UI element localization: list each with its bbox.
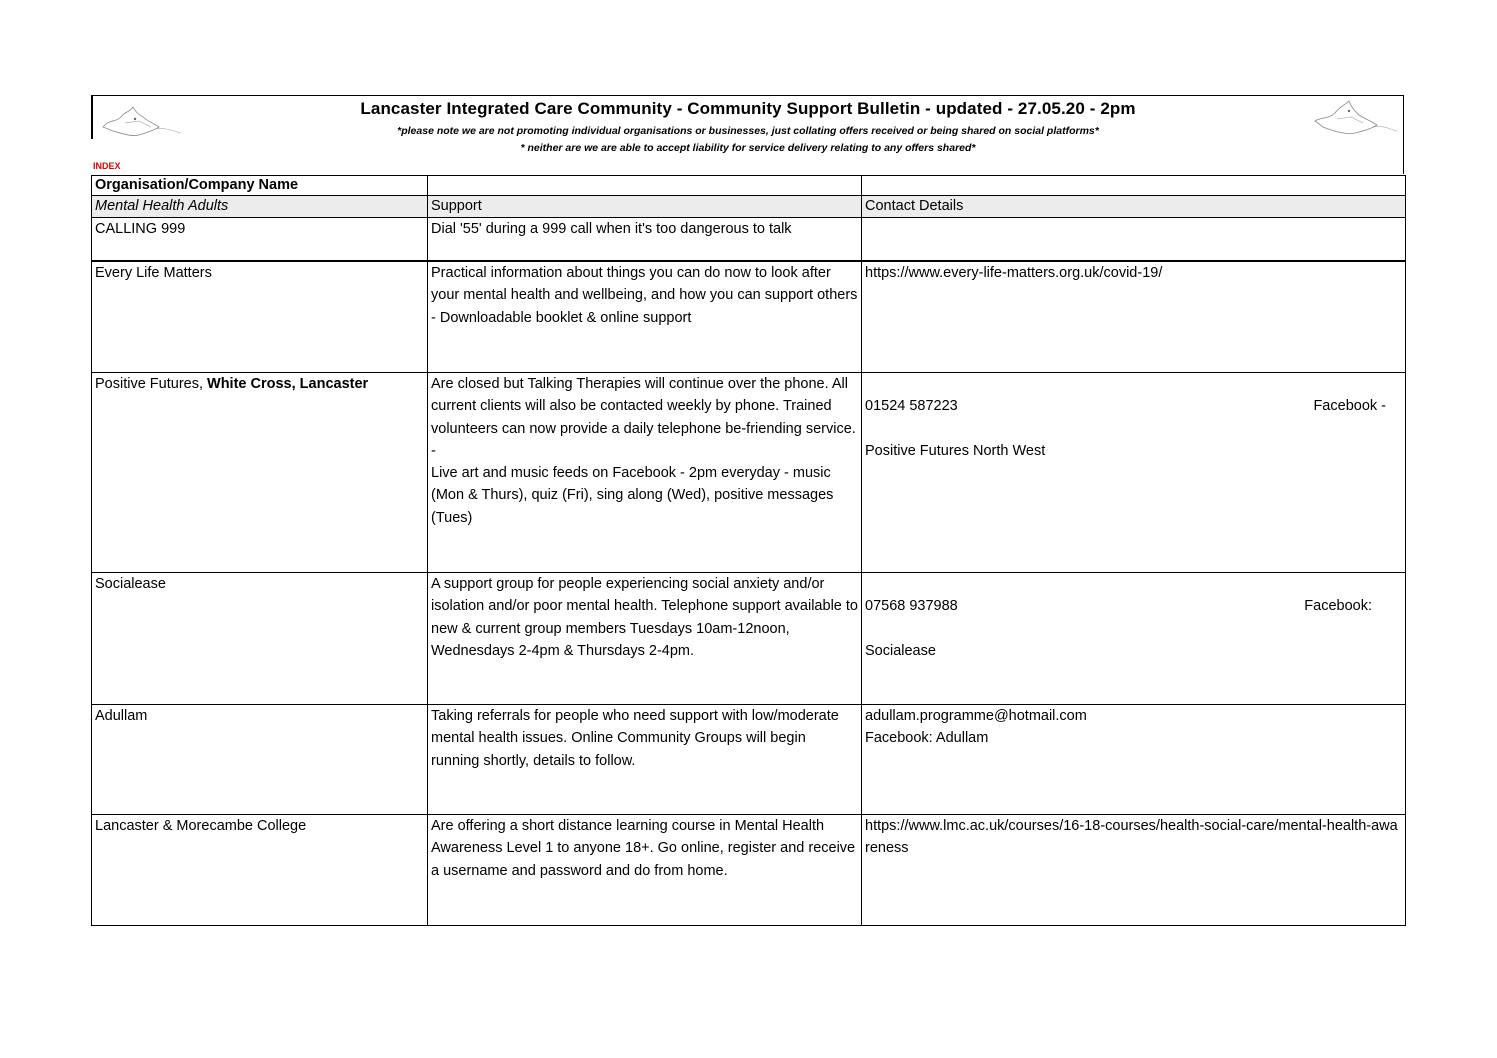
contact-details[interactable]: adullam.programme@hotmail.com Facebook: Adullam [862,705,1406,815]
org-name: Lancaster & Morecambe College [92,815,428,926]
table-row [92,573,1406,705]
header-empty-cell [428,176,862,196]
disclaimer-note-2: * neither are we are able to accept liability for service delivery relating to any offers shared* [520,142,976,154]
bulletin-title: Lancaster Integrated Care Community - Community Support Bulletin - updated - 27.05.20 - 2pm [360,99,1136,118]
table-row [92,705,1406,815]
contact-details [862,218,1406,262]
column-header-support: Support [428,196,862,218]
index-link[interactable]: INDEX [93,161,121,171]
org-name [92,373,428,573]
support-text: Practical information about things you can do now to look after your mental health and wellbeing, and how you can support others - Downloadable booklet & online support [428,261,862,373]
table-row [92,261,1406,373]
disclaimer-note-1: *please note we are not promoting individual organisations or businesses, just collating offers received or being shared on social platforms* [397,125,1099,137]
contact-phone[interactable]: 07568 937988 [865,598,958,615]
contact-link[interactable]: https://www.every-life-matters.org.uk/covid-19/ [862,261,1406,373]
column-header-contact: Contact Details [862,196,1406,218]
bulletin-sheet [91,95,1405,929]
category-label: Mental Health Adults [92,196,428,218]
support-text: Are closed but Talking Therapies will continue over the phone. All current clients will also be contacted weekly by phone. Trained volunteers can now provide a daily telephone be-friending service. - Live art and music feeds on Facebook - 2pm everyday - music (Mon & Thurs), quiz (Fri), sing along (Wed), positive messages (Tues) [428,373,862,573]
contact-details [862,573,1406,705]
support-text: Taking referrals for people who need support with low/moderate mental health issues. Online Community Groups will begin running shortly, details to follow. [428,705,862,815]
table-row [92,218,1406,262]
table-header-row [92,176,1406,196]
org-name: Socialease [92,573,428,705]
contact-facebook-page: Socialease [865,642,936,659]
contact-phone[interactable]: 01524 587223 [865,398,958,415]
support-table [91,175,1406,926]
support-text: Dial '55' during a 999 call when it's too dangerous to talk [428,218,862,262]
header-empty-cell [862,176,1406,196]
org-name-bold: White Cross, Lancaster [207,376,369,392]
org-name: CALLING 999 [92,218,428,262]
header-org-name: Organisation/Company Name [92,176,428,196]
org-name-plain: Positive Futures, [95,376,208,392]
contact-facebook-label: Facebook: [1304,598,1372,615]
table-row [92,373,1406,573]
org-name: Adullam [92,705,428,815]
org-name: Every Life Matters [92,261,428,373]
category-row [92,196,1406,218]
contact-facebook-page: Positive Futures North West [865,442,1046,459]
contact-details [862,373,1406,573]
support-text: A support group for people experiencing social anxiety and/or isolation and/or poor mental health. Telephone support available to new & current group members Tuesdays 10am-12noon, Wednesdays 2-4pm & Thursdays 2-4pm. [428,573,862,705]
contact-facebook-label: Facebook - [1313,398,1386,415]
table-row [92,815,1406,926]
contact-link[interactable]: https://www.lmc.ac.uk/courses/16-18-courses/health-social-care/mental-health-awareness [862,815,1406,926]
support-text: Are offering a short distance learning course in Mental Health Awareness Level 1 to anyone 18+. Go online, register and receive a username and password and do from home. [428,815,862,926]
